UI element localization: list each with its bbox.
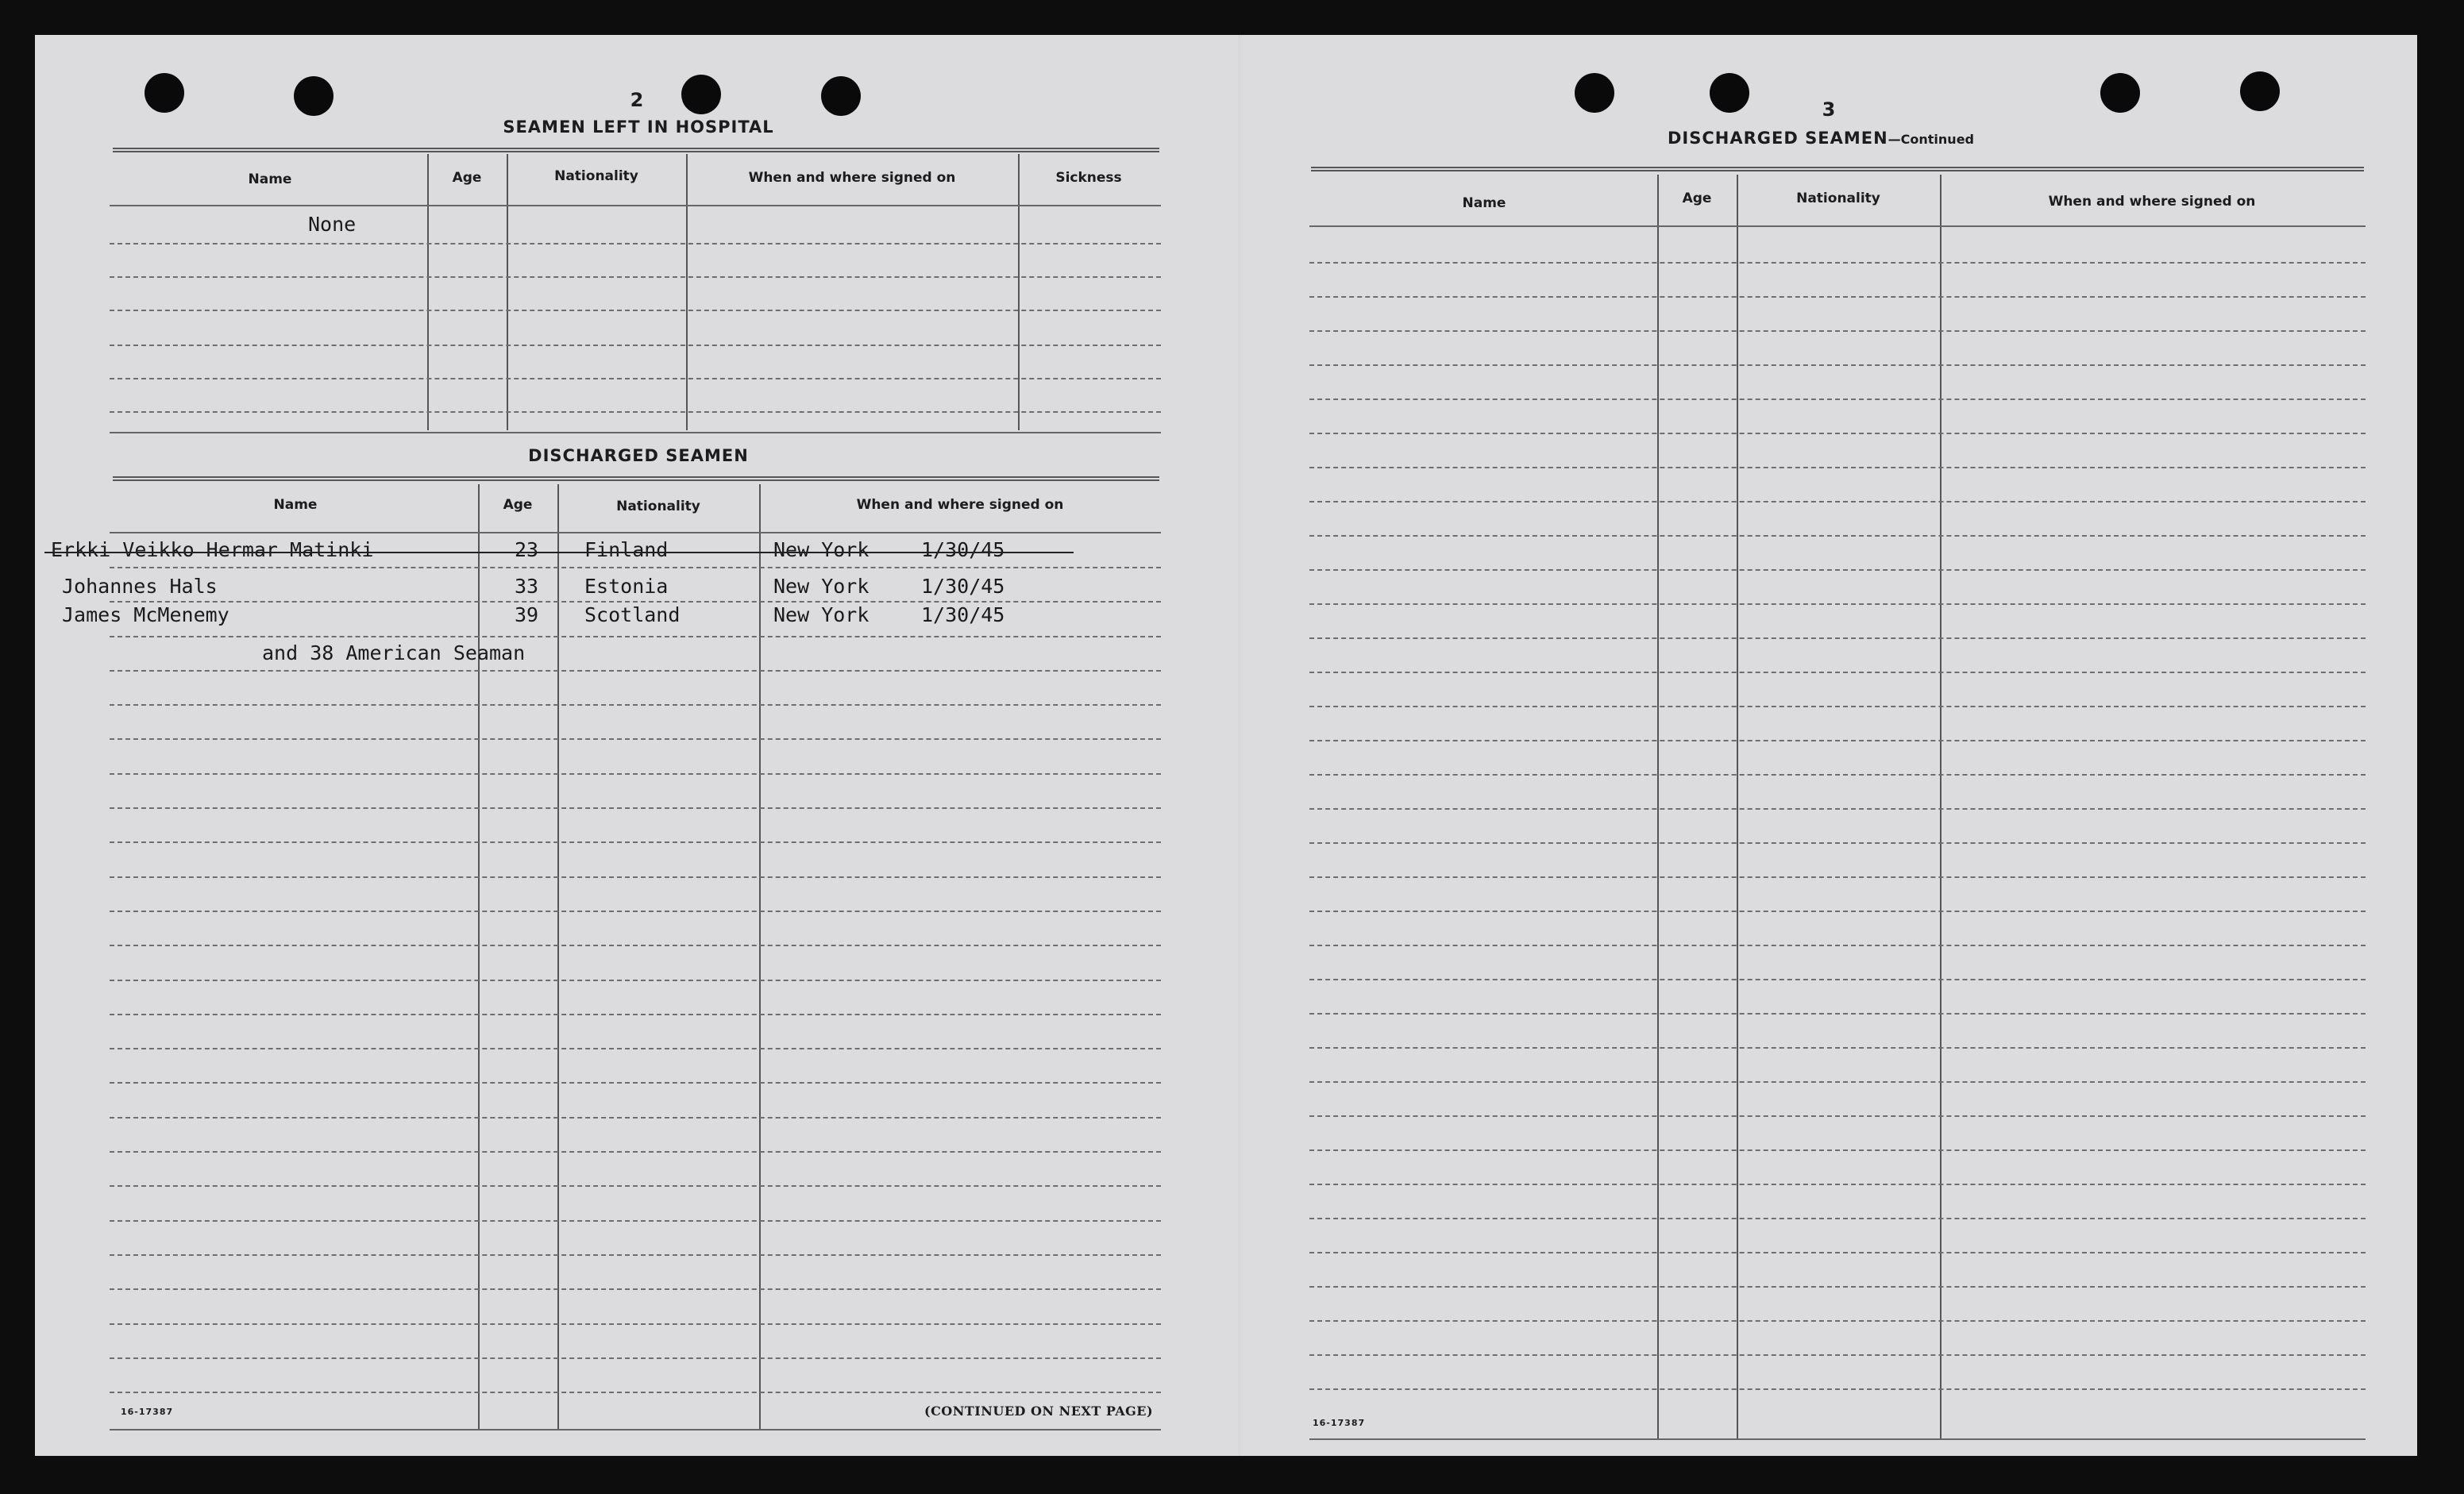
seaman-name: Johannes Hals xyxy=(62,575,218,598)
column-header-nationality: Nationality xyxy=(1796,191,1880,206)
row-rule xyxy=(1309,1081,2366,1083)
seaman-nationality: Scotland xyxy=(584,603,681,626)
column-divider xyxy=(759,484,761,1429)
row-rule xyxy=(110,1048,1161,1049)
row-rule xyxy=(1309,1354,2366,1356)
punch-hole xyxy=(2240,71,2280,111)
form-number: 16-17387 xyxy=(121,1407,174,1417)
row-rule xyxy=(110,636,1161,637)
row-rule xyxy=(110,1357,1161,1359)
row-rule xyxy=(110,1117,1161,1119)
row-rule xyxy=(1309,774,2366,776)
seaman-age: 33 xyxy=(515,575,539,598)
row-rule xyxy=(110,378,1161,379)
column-divider xyxy=(686,154,688,430)
row-rule xyxy=(110,876,1161,878)
row-rule xyxy=(110,807,1161,809)
american-seamen-note: and 38 American Seaman xyxy=(262,641,526,664)
row-rule xyxy=(110,1288,1161,1290)
row-rule xyxy=(110,1254,1161,1256)
punch-hole xyxy=(2100,73,2140,113)
column-header-nationality: Nationality xyxy=(616,499,700,514)
column-divider xyxy=(557,484,559,1429)
seaman-signed-place: New York xyxy=(773,575,870,598)
column-header-age: Age xyxy=(503,497,533,513)
row-rule xyxy=(110,1220,1161,1222)
row-rule xyxy=(110,601,1161,603)
column-divider xyxy=(1018,154,1020,430)
discharged-continued-title xyxy=(1654,129,1988,148)
discharged-section-title: DISCHARGED SEAMEN xyxy=(528,446,749,465)
row-rule xyxy=(110,945,1161,946)
punch-hole xyxy=(1575,73,1614,113)
hospital-entry-name: None xyxy=(308,213,357,236)
row-rule xyxy=(1309,330,2366,332)
table-bottom-rule xyxy=(1309,1438,2366,1440)
column-divider xyxy=(507,154,508,430)
table-bottom-rule xyxy=(110,432,1161,433)
punch-hole xyxy=(145,73,184,113)
seaman-signed-date: 1/30/45 xyxy=(921,603,1005,626)
table-top-rule xyxy=(113,476,1159,481)
continued-footer: (CONTINUED ON NEXT PAGE) xyxy=(924,1404,1154,1419)
row-rule xyxy=(110,1323,1161,1325)
page-number: 3 xyxy=(1822,98,1836,121)
right-page xyxy=(1241,35,2417,1456)
title-main: DISCHARGED SEAMEN xyxy=(1668,129,1888,148)
row-rule xyxy=(1309,876,2366,878)
column-header-name: Name xyxy=(1462,195,1506,211)
row-rule xyxy=(1309,603,2366,605)
row-rule xyxy=(1309,979,2366,980)
row-rule xyxy=(1309,945,2366,946)
row-rule xyxy=(110,670,1161,672)
row-rule xyxy=(110,310,1161,311)
row-rule xyxy=(1309,672,2366,673)
row-rule xyxy=(1309,911,2366,912)
row-rule xyxy=(110,1151,1161,1153)
row-rule xyxy=(1309,1320,2366,1322)
seaman-age: 39 xyxy=(515,603,539,626)
column-divider xyxy=(478,484,480,1429)
row-rule xyxy=(1309,364,2366,366)
row-rule xyxy=(110,911,1161,912)
row-rule xyxy=(1309,1149,2366,1151)
row-rule xyxy=(1309,433,2366,434)
row-rule xyxy=(1309,1286,2366,1288)
left-page xyxy=(35,35,1239,1456)
column-header-signed-on: When and where signed on xyxy=(856,497,1064,513)
page-number: 2 xyxy=(630,89,644,111)
row-rule xyxy=(110,411,1161,413)
seaman-age: 23 xyxy=(515,538,539,561)
row-rule xyxy=(110,841,1161,843)
row-rule xyxy=(110,276,1161,278)
row-rule xyxy=(1309,262,2366,264)
row-rule xyxy=(1309,1047,2366,1049)
row-rule xyxy=(1309,1218,2366,1219)
row-rule xyxy=(1309,1388,2366,1390)
row-rule xyxy=(1309,569,2366,571)
form-number: 16-17387 xyxy=(1313,1418,1366,1428)
seaman-name: Erkki Veikko Hermar Matinki xyxy=(51,538,374,561)
row-rule xyxy=(1309,740,2366,741)
seaman-nationality: Finland xyxy=(584,538,669,561)
column-header-signed-on: When and where signed on xyxy=(2048,194,2256,210)
row-rule xyxy=(1309,535,2366,537)
row-rule xyxy=(110,773,1161,775)
header-rule xyxy=(110,205,1161,206)
punch-hole xyxy=(1710,73,1749,113)
title-suffix: —Continued xyxy=(1888,132,1974,147)
row-rule xyxy=(1309,808,2366,810)
header-rule xyxy=(110,532,1161,533)
row-rule xyxy=(1309,399,2366,400)
column-header-sickness: Sickness xyxy=(1055,170,1122,186)
row-rule xyxy=(1309,1115,2366,1117)
row-rule xyxy=(110,1392,1161,1393)
row-rule xyxy=(1309,637,2366,639)
row-rule xyxy=(110,738,1161,740)
strike-through-line xyxy=(44,552,1074,553)
punch-hole xyxy=(294,76,334,116)
table-top-rule xyxy=(1311,167,2364,171)
column-header-signed-on: When and where signed on xyxy=(748,170,956,186)
punch-hole xyxy=(821,76,861,116)
seaman-signed-place: New York xyxy=(773,603,870,626)
row-rule xyxy=(110,1014,1161,1015)
row-rule xyxy=(110,980,1161,981)
column-header-name: Name xyxy=(248,171,292,187)
row-rule xyxy=(1309,842,2366,844)
column-divider xyxy=(427,154,429,430)
punch-hole xyxy=(681,75,721,114)
seaman-signed-date: 1/30/45 xyxy=(921,538,1005,561)
row-rule xyxy=(1309,1184,2366,1185)
seaman-signed-place: New York xyxy=(773,538,870,561)
column-header-age: Age xyxy=(452,170,482,186)
row-rule xyxy=(110,567,1161,568)
row-rule xyxy=(110,1082,1161,1084)
seaman-signed-date: 1/30/45 xyxy=(921,575,1005,598)
row-rule xyxy=(1309,1013,2366,1015)
hospital-section-title: SEAMEN LEFT IN HOSPITAL xyxy=(503,117,774,137)
column-header-nationality: Nationality xyxy=(554,168,638,184)
seaman-name: James McMenemy xyxy=(62,603,229,626)
row-rule xyxy=(110,345,1161,346)
row-rule xyxy=(1309,706,2366,707)
header-rule xyxy=(1309,225,2366,227)
column-header-name: Name xyxy=(273,497,318,513)
row-rule xyxy=(110,704,1161,706)
row-rule xyxy=(110,1185,1161,1187)
row-rule xyxy=(1309,1252,2366,1253)
row-rule xyxy=(110,243,1161,245)
row-rule xyxy=(1309,467,2366,468)
seaman-nationality: Estonia xyxy=(584,575,669,598)
column-header-age: Age xyxy=(1682,191,1712,206)
table-bottom-rule xyxy=(110,1429,1161,1430)
table-top-rule xyxy=(113,148,1159,152)
row-rule xyxy=(1309,296,2366,298)
row-rule xyxy=(1309,501,2366,502)
